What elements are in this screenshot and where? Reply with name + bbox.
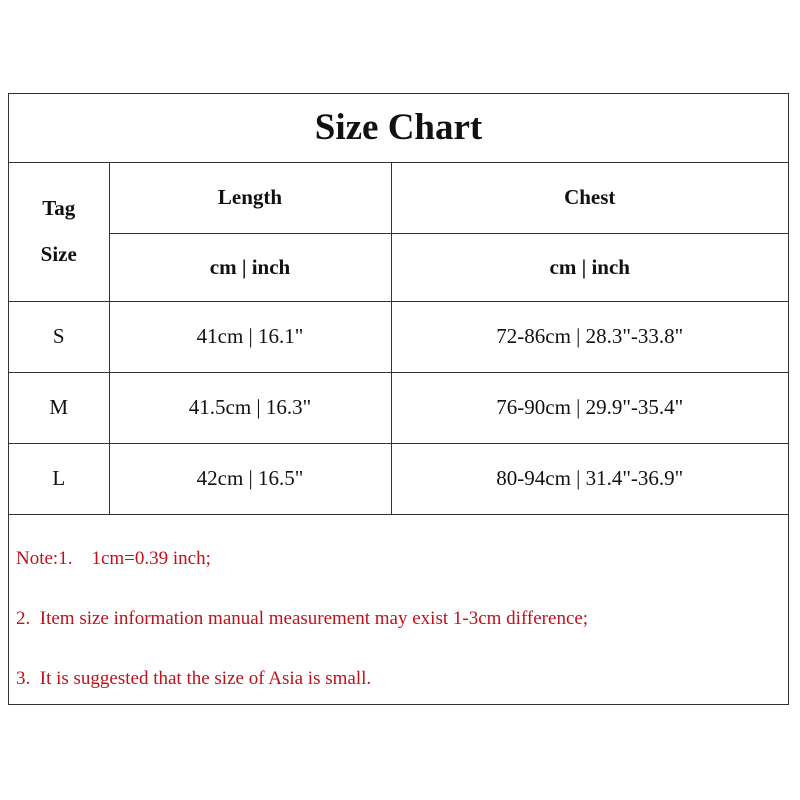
size-cell: L bbox=[9, 443, 109, 514]
length-cell: 42cm | 16.5" bbox=[109, 443, 391, 514]
table-row bbox=[9, 372, 788, 443]
size-cell: M bbox=[9, 372, 109, 443]
notes-section bbox=[9, 514, 788, 704]
length-header: Length bbox=[109, 162, 391, 233]
size-table bbox=[9, 162, 788, 515]
length-unit-header: cm | inch bbox=[109, 233, 391, 301]
page-title: Size Chart bbox=[9, 94, 788, 163]
length-cell: 41.5cm | 16.3" bbox=[109, 372, 391, 443]
tag-size-header-line-2: Size bbox=[40, 242, 77, 267]
length-cell: 41cm | 16.1" bbox=[109, 301, 391, 372]
chest-cell: 72-86cm | 28.3"-33.8" bbox=[391, 301, 788, 372]
table-units-row bbox=[9, 233, 788, 301]
chest-unit-header: cm | inch bbox=[391, 233, 788, 301]
table-row bbox=[9, 301, 788, 372]
note-item: 2. Item size information manual measurement may exist 1-3cm difference; bbox=[16, 608, 589, 629]
tag-size-header bbox=[9, 162, 109, 301]
note-item: Note:1. 1cm=0.39 inch; bbox=[16, 548, 211, 569]
chest-header: Chest bbox=[391, 162, 788, 233]
note-item: 3. It is suggested that the size of Asia is small. bbox=[16, 668, 372, 689]
table-row bbox=[9, 443, 788, 514]
chest-cell: 76-90cm | 29.9"-35.4" bbox=[391, 372, 788, 443]
size-chart-frame bbox=[8, 93, 789, 705]
tag-size-header-line-1: Tag bbox=[42, 196, 76, 221]
table-header-row bbox=[9, 162, 788, 233]
chest-cell: 80-94cm | 31.4"-36.9" bbox=[391, 443, 788, 514]
size-cell: S bbox=[9, 301, 109, 372]
